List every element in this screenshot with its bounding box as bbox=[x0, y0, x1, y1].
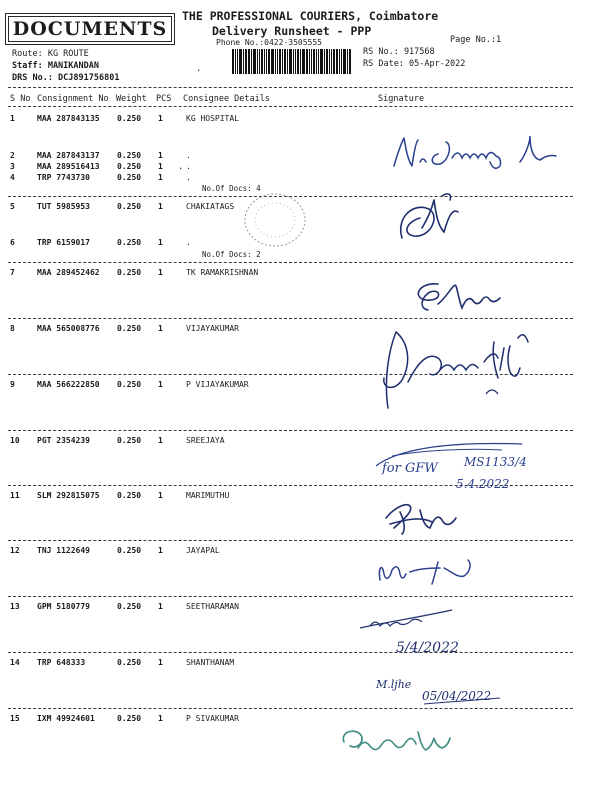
row-sno: 4 bbox=[10, 173, 15, 182]
row-sno: 12 bbox=[10, 546, 20, 555]
barcode-bar bbox=[302, 49, 305, 74]
row-pcs: 1 bbox=[158, 202, 163, 211]
row-pcs: 1 bbox=[158, 491, 163, 500]
row-consignee: VIJAYAKUMAR bbox=[186, 324, 239, 333]
barcode-bar bbox=[339, 49, 340, 74]
row-consignee: MARIMUTHU bbox=[186, 491, 230, 500]
barcode-bar bbox=[293, 49, 294, 74]
row-sno: 15 bbox=[10, 714, 20, 723]
signature-row-7 bbox=[408, 278, 518, 318]
row-consignee: P SIVAKUMAR bbox=[186, 714, 239, 723]
column-header-pcs: PCS bbox=[156, 94, 172, 104]
barcode-bar bbox=[313, 49, 315, 74]
row-consignment: MAA 289516413 bbox=[37, 162, 100, 171]
row-sno: 3 bbox=[10, 162, 15, 171]
row-sno: 9 bbox=[10, 380, 15, 389]
barcode-bar bbox=[289, 49, 292, 74]
row-consignment: IXM 49924601 bbox=[37, 714, 95, 723]
drs-number: DRS No.: DCJ891756801 bbox=[12, 73, 120, 83]
docs-count-note: No.Of Docs: 2 bbox=[202, 250, 261, 259]
barcode-bar bbox=[331, 49, 332, 74]
signature-row-8-9 bbox=[368, 322, 548, 412]
row-consignment: SLM 292815075 bbox=[37, 491, 100, 500]
barcode-bar bbox=[300, 49, 301, 74]
row-consignee: SREEJAYA bbox=[186, 436, 225, 445]
barcode-bar bbox=[287, 49, 288, 74]
row-consignment: MAA 565008776 bbox=[37, 324, 100, 333]
row-consignee: CHAKIATAGS bbox=[186, 202, 235, 211]
signature-row-14 bbox=[368, 670, 508, 710]
barcode-bar bbox=[245, 49, 247, 74]
signature-row-14-name: M.ljhe bbox=[376, 678, 412, 691]
phone-number: Phone No.:0422-3505555 bbox=[216, 38, 322, 47]
column-header-signature: Signature bbox=[378, 94, 425, 104]
signature-row-2 bbox=[390, 132, 570, 172]
signature-row-10-date: 5.4.2022 bbox=[456, 477, 510, 491]
divider bbox=[8, 430, 573, 431]
row-weight: 0.250 bbox=[117, 546, 142, 555]
route-label: Route: KG ROUTE bbox=[12, 49, 89, 59]
row-consignee: KG HOSPITAL bbox=[186, 114, 239, 123]
barcode-bar bbox=[284, 49, 286, 74]
barcode-bar bbox=[282, 49, 283, 74]
barcode-bar bbox=[248, 49, 250, 74]
row-consignment: TNJ 1122649 bbox=[37, 546, 90, 555]
rs-number: RS No.: 917568 bbox=[363, 47, 435, 57]
row-sno: 11 bbox=[10, 491, 20, 500]
seal-stamp bbox=[240, 190, 310, 250]
barcode-bar bbox=[257, 49, 258, 74]
barcode-bar bbox=[277, 49, 278, 74]
barcode-bar bbox=[347, 49, 348, 74]
column-header-consignee: Consignee Details bbox=[183, 94, 270, 104]
barcode-bar bbox=[261, 49, 263, 74]
stray-mark: . bbox=[178, 162, 184, 172]
barcode-bar bbox=[311, 49, 312, 74]
barcode-bar bbox=[341, 49, 342, 74]
row-weight: 0.250 bbox=[117, 380, 142, 389]
company-name: THE PROFESSIONAL COURIERS, Coimbatore bbox=[182, 9, 439, 23]
row-consignee: TK RAMAKRISHNAN bbox=[186, 268, 259, 277]
signature-row-11 bbox=[380, 498, 460, 538]
barcode-bar bbox=[275, 49, 276, 74]
barcode-bar bbox=[320, 49, 323, 74]
row-pcs: 1 bbox=[158, 114, 163, 123]
barcode-bar bbox=[309, 49, 310, 74]
row-sno: 13 bbox=[10, 602, 20, 611]
row-pcs: 1 bbox=[158, 658, 163, 667]
row-sno: 14 bbox=[10, 658, 20, 667]
row-consignee: . bbox=[186, 238, 191, 247]
divider bbox=[8, 106, 573, 107]
barcode-bar bbox=[349, 49, 351, 74]
row-consignment: MAA 287843135 bbox=[37, 114, 100, 123]
rs-date: RS Date: 05-Apr-2022 bbox=[363, 59, 466, 69]
row-consignment: PGT 2354239 bbox=[37, 436, 90, 445]
row-weight: 0.250 bbox=[117, 162, 142, 171]
row-weight: 0.250 bbox=[117, 238, 142, 247]
row-sno: 10 bbox=[10, 436, 20, 445]
signature-row-10 bbox=[372, 436, 542, 496]
barcode-bar bbox=[279, 49, 281, 74]
barcode-bar bbox=[235, 49, 236, 74]
barcode-bar bbox=[316, 49, 317, 74]
barcode-bar bbox=[295, 49, 296, 74]
row-pcs: 1 bbox=[158, 162, 163, 171]
row-sno: 2 bbox=[10, 151, 15, 160]
row-consignment: GPM 5180779 bbox=[37, 602, 90, 611]
row-weight: 0.250 bbox=[117, 658, 142, 667]
page-number: Page No.:1 bbox=[450, 35, 502, 45]
row-consignment: TUT 5985953 bbox=[37, 202, 90, 211]
barcode-bar bbox=[271, 49, 274, 74]
row-consignee: . bbox=[186, 162, 191, 171]
barcode-bar bbox=[329, 49, 330, 74]
barcode-bar bbox=[336, 49, 338, 74]
row-sno: 6 bbox=[10, 238, 15, 247]
row-consignee: JAYAPAL bbox=[186, 546, 220, 555]
barcode-bar bbox=[318, 49, 319, 74]
column-header-consignment: Consignment No bbox=[37, 94, 109, 104]
row-weight: 0.250 bbox=[117, 114, 142, 123]
row-consignee: . bbox=[186, 151, 191, 160]
row-weight: 0.250 bbox=[117, 173, 142, 182]
row-weight: 0.250 bbox=[117, 714, 142, 723]
row-weight: 0.250 bbox=[117, 491, 142, 500]
divider bbox=[8, 596, 573, 597]
divider bbox=[8, 540, 573, 541]
row-consignment: MAA 287843137 bbox=[37, 151, 100, 160]
row-consignee: P VIJAYAKUMAR bbox=[186, 380, 249, 389]
barcode-bar bbox=[333, 49, 335, 74]
row-pcs: 1 bbox=[158, 238, 163, 247]
barcode-bar bbox=[297, 49, 299, 74]
barcode-bar bbox=[343, 49, 346, 74]
column-header-sno: S No bbox=[10, 94, 31, 104]
barcode-bar bbox=[237, 49, 238, 74]
row-weight: 0.250 bbox=[117, 324, 142, 333]
barcode-bar bbox=[326, 49, 328, 74]
divider bbox=[8, 262, 573, 263]
row-pcs: 1 bbox=[158, 380, 163, 389]
row-pcs: 1 bbox=[158, 602, 163, 611]
row-pcs: 1 bbox=[158, 268, 163, 277]
barcode-bar bbox=[324, 49, 325, 74]
signature-row-13 bbox=[356, 604, 496, 660]
signature-row-5 bbox=[392, 188, 472, 258]
signature-row-10-note: for GFW bbox=[382, 461, 438, 476]
row-pcs: 1 bbox=[158, 546, 163, 555]
row-weight: 0.250 bbox=[117, 602, 142, 611]
documents-stamp: DOCUMENTS bbox=[8, 16, 172, 42]
row-pcs: 1 bbox=[158, 714, 163, 723]
barcode-bar bbox=[232, 49, 234, 74]
stray-mark: . bbox=[196, 64, 202, 74]
row-consignment: TRP 648333 bbox=[37, 658, 86, 667]
row-weight: 0.250 bbox=[117, 151, 142, 160]
barcode-bar bbox=[268, 49, 270, 74]
row-pcs: 1 bbox=[158, 151, 163, 160]
barcode-bar bbox=[239, 49, 242, 74]
row-sno: 8 bbox=[10, 324, 15, 333]
signature-row-14-date: 05/04/2022 bbox=[422, 689, 492, 703]
row-consignee: SHANTHANAM bbox=[186, 658, 235, 667]
row-consignee: SEETHARAMAN bbox=[186, 602, 239, 611]
row-consignment: MAA 566222850 bbox=[37, 380, 100, 389]
divider bbox=[8, 318, 573, 319]
row-consignment: MAA 289452462 bbox=[37, 268, 100, 277]
barcode-bar bbox=[253, 49, 256, 74]
signature-row-12 bbox=[374, 554, 484, 588]
row-sno: 5 bbox=[10, 202, 15, 211]
row-weight: 0.250 bbox=[117, 268, 142, 277]
column-header-weight: Weight bbox=[116, 94, 147, 104]
divider bbox=[8, 87, 573, 88]
runsheet-title: Delivery Runsheet - PPP bbox=[212, 24, 372, 38]
barcode-bar bbox=[243, 49, 244, 74]
barcode bbox=[232, 49, 354, 74]
signature-row-13-date: 5/4/2022 bbox=[396, 640, 459, 656]
row-consignment: TRP 7743730 bbox=[37, 173, 90, 182]
row-weight: 0.250 bbox=[117, 436, 142, 445]
row-consignee: . bbox=[186, 173, 191, 182]
row-weight: 0.250 bbox=[117, 202, 142, 211]
barcode-bar bbox=[251, 49, 252, 74]
docs-count-note: No.Of Docs: 4 bbox=[202, 184, 261, 193]
signature-row-15 bbox=[338, 724, 458, 760]
barcode-bar bbox=[306, 49, 308, 74]
row-consignment: TRP 6159017 bbox=[37, 238, 90, 247]
signature-row-10-ref: MS1133/4 bbox=[464, 455, 527, 469]
barcode-bar bbox=[259, 49, 260, 74]
barcode-bar bbox=[266, 49, 267, 74]
barcode-bar bbox=[264, 49, 265, 74]
row-sno: 1 bbox=[10, 114, 15, 123]
row-pcs: 1 bbox=[158, 324, 163, 333]
row-pcs: 1 bbox=[158, 436, 163, 445]
row-sno: 7 bbox=[10, 268, 15, 277]
staff-label: Staff: MANIKANDAN bbox=[12, 61, 99, 71]
row-pcs: 1 bbox=[158, 173, 163, 182]
